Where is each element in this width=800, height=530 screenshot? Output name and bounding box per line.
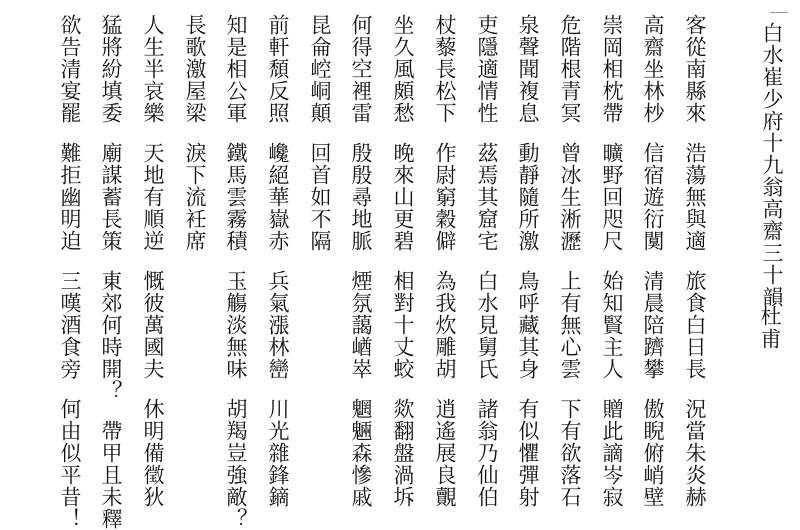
poem-phrase: 浩蕩無與適 [683,142,707,252]
poem-title: 白水崔少府十九翁高齋三十韻 [760,22,784,308]
poem-phrase: 何得空裡雷 [349,14,373,124]
poem-column [635,14,671,508]
poem-phrase: 茲焉其窟宅 [475,142,499,252]
poem-phrase: 三嘆酒食旁 [58,270,82,380]
poem-phrase: 有似懼彈射 [516,398,540,508]
poem-column [218,14,254,530]
poem-phrase: 泉聲聞複息 [516,14,540,124]
poem-phrase: 胡羯豈強敵？ [224,398,248,530]
poem-phrase: 崇岡相枕帶 [600,14,624,124]
poem-column [52,14,88,530]
poem-phrase: 猛將紛填委 [99,14,123,124]
poem-phrase: 慨彼萬國夫 [141,270,165,380]
poem-phrase: 長歌激屋梁 [183,14,207,124]
poem-column [260,14,296,508]
poem-phrase: 難拒幽明迫 [58,142,82,252]
poem-column [677,14,713,508]
poem-column [93,14,129,530]
poem-phrase: 廟謀蓄長策 [99,142,123,252]
poem-column [510,14,546,508]
poem-column [469,14,505,508]
poem-phrase: 杖藜長松下 [433,14,457,124]
poem-phrase: 旅食白日長 [683,270,707,380]
poem-phrase: 曠野回咫尺 [600,142,624,252]
poem-phrase: 危階根青冥 [558,14,582,124]
poem-column [343,14,379,508]
poem-column [427,14,463,508]
poem-phrase: 欻翻盤渦坼 [391,398,415,508]
poem-phrase: 何由似平昔！ [58,398,82,530]
poem-phrase: 吏隱適情性 [475,14,499,124]
poem-phrase: 淚下流衽席 [183,142,207,252]
poem-phrase: 坐久風頗愁 [391,14,415,124]
poem-phrase: 鳥呼藏其身 [516,270,540,380]
poem-author: 杜甫 [758,305,782,351]
poem-phrase: 諸翁乃仙伯 [475,398,499,508]
poem-phrase: 始知賢主人 [600,270,624,380]
margin-rule [770,12,788,13]
poem-phrase: 曾冰生淅瀝 [558,142,582,252]
poem-phrase: 東郊何時開？ [99,270,123,402]
poem-phrase: 欲告清宴罷 [58,14,82,124]
poem-phrase: 作尉窮穀僻 [433,142,457,252]
poem-phrase: 魍魎森慘戚 [349,398,373,508]
poem-column [177,14,213,252]
poem-phrase: 前軒頹反照 [266,14,290,124]
poem-phrase: 知是相公軍 [224,14,248,124]
poem-phrase: 下有欲落石 [558,398,582,508]
poem-phrase: 傲睨俯峭壁 [641,398,665,508]
poem-phrase: 晚來山更碧 [391,142,415,252]
poem-phrase: 鐵馬雲霧積 [224,142,248,252]
poem-phrase: 相對十丈蛟 [391,270,415,380]
poem-phrase: 高齋坐林杪 [641,14,665,124]
poem-phrase: 贈此謫岑寂 [600,398,624,508]
poem-phrase: 清晨陪躋攀 [641,270,665,380]
poem-phrase: 昆侖崆峒顛 [308,14,332,124]
poem-phrase: 回首如不隔 [308,142,332,252]
poem-phrase: 逍遙展良覿 [433,398,457,508]
poem-phrase: 人生半哀樂 [141,14,165,124]
poem-column [135,14,171,508]
poem-phrase: 兵氣漲林巒 [266,270,290,380]
poem-column [594,14,630,508]
poem-column [302,14,338,252]
poem-phrase: 玉觴淡無味 [224,270,248,380]
poem-phrase: 為我炊雕胡 [433,270,457,380]
poem-phrase: 休明備徵狄 [141,398,165,508]
poem-phrase: 煙氛藹崷崒 [349,270,373,380]
poem-column [385,14,421,508]
poem-phrase: 殷殷尋地脈 [349,142,373,252]
poem-phrase: 巉絕華嶽赤 [266,142,290,252]
poem-phrase: 川光雜鋒鏑 [266,398,290,508]
poem-phrase: 動靜隨所激 [516,142,540,252]
poem-phrase: 客從南縣來 [683,14,707,124]
poem-phrase: 況當朱炎赫 [683,398,707,508]
poem-phrase: 白水見舅氏 [475,270,499,380]
poem-column [552,14,588,508]
poem-phrase: 信宿遊衍闃 [641,142,665,252]
poem-phrase: 帶甲且未釋 [99,420,123,530]
poem-phrase: 天地有順逆 [141,142,165,252]
poem-phrase: 上有無心雲 [558,270,582,380]
